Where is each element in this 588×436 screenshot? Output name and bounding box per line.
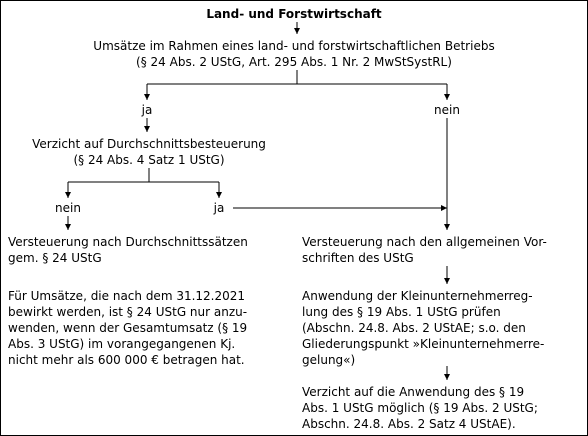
kleinunternehmer-check: Anwendung der Kleinunternehmerreg- lung des § 19 Abs. 1 UStG prüfen (Abschn. 24.8. Abs. 2 UStAE; s.o. den Gliederungspunkt »Kleinunternehmerre- gelung«) bbox=[302, 289, 545, 367]
verzicht-par19: Verzicht auf die Anwendung des § 19 Abs. 1 UStG möglich (§ 19 Abs. 2 UStG; Abschn. 24.8. Abs. 2 Satz 4 UStAE). bbox=[302, 385, 538, 431]
left-result-line1: Versteuerung nach Durchschnittssätzen bbox=[8, 235, 248, 249]
left-note: Für Umsätze, die nach dem 31.12.2021 bewirkt werden, ist § 24 UStG nur anzu- wenden, wenn der Gesamtumsatz (§ 19 Abs. 3 UStG) im vorangegangenen Kj. nicht mehr als 600 000 € betragen hat. bbox=[8, 289, 248, 367]
branch2-nein-label: nein bbox=[55, 201, 81, 215]
verzicht-line2: (§ 24 Abs. 4 Satz 1 UStG) bbox=[73, 153, 225, 167]
branch1-ja-label: ja bbox=[141, 103, 153, 117]
branch2-ja-label: ja bbox=[213, 201, 225, 215]
right-result-line1: Versteuerung nach den allgemeinen Vor- bbox=[302, 235, 547, 249]
umsaetze-line1: Umsätze im Rahmen eines land- und forstwirtschaftlichen Betriebs bbox=[93, 39, 495, 53]
branch1-nein-label: nein bbox=[434, 103, 460, 117]
left-result-line2: gem. § 24 UStG bbox=[8, 251, 102, 265]
umsaetze-line2: (§ 24 Abs. 2 UStG, Art. 295 Abs. 1 Nr. 2 MwStSystRL) bbox=[136, 55, 452, 69]
right-result-line2: schriften des UStG bbox=[302, 251, 414, 265]
diagram-title: Land- und Forstwirtschaft bbox=[206, 7, 382, 21]
verzicht-line1: Verzicht auf Durchschnittsbesteuerung bbox=[32, 137, 266, 151]
